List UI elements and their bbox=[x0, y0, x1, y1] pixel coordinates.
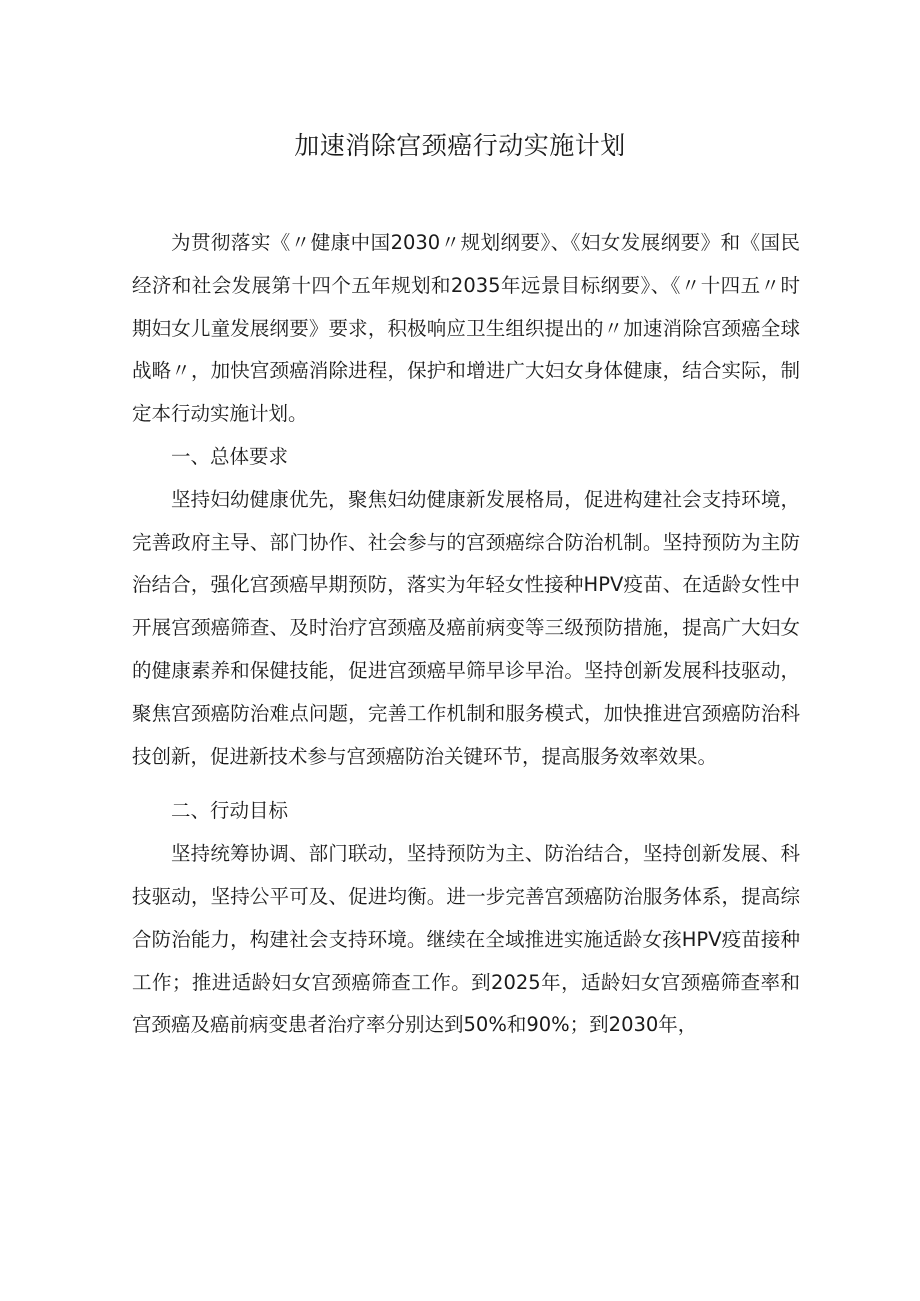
document-title: 加速消除宫颈癌行动实施计划 bbox=[294, 131, 626, 160]
section-heading-action-goals: 二、行动目标 bbox=[171, 799, 289, 823]
section-paragraph-general-requirements: 坚持妇幼健康优先，聚焦妇幼健康新发展格局，促进构建社会支持环境，完善政府主导、部门协作、社会参与的宫颈癌综合防治机制。坚持预防为主防治结合，强化宫颈癌早期预防，落实为年轻女性接种HPV疫苗、在适龄女性中开展宫颈癌筛查、及时治疗宫颈癌及癌前病变等三级预防措施，提高广大妇女的健康素养和保健技能，促进宫颈癌早筛早诊早治。坚持创新发展科技驱动，聚焦宫颈癌防治难点问题，完善工作机制和服务模式，加快推进宫颈癌防治科技创新，促进新技术参与宫颈癌防治关键环节，提高服务效率效果。 bbox=[132, 487, 800, 768]
document-body bbox=[132, 222, 800, 1047]
section-paragraph-action-goals: 坚持统筹协调、部门联动，坚持预防为主、防治结合，坚持创新发展、科技驱动，坚持公平可及、促进均衡。进一步完善宫颈癌防治服务体系，提高综合防治能力，构建社会支持环境。继续在全域推进实施适龄女孩HPV疫苗接种工作；推进适龄妇女宫颈癌筛查工作。到2025年，适龄妇女宫颈癌筛查率和宫颈癌及癌前病变患者治疗率分别达到50%和90%；到2030年， bbox=[132, 842, 800, 1037]
section-heading-general-requirements: 一、总体要求 bbox=[171, 444, 289, 468]
intro-paragraph: 为贯彻落实《〃健康中国2030〃规划纲要》、《妇女发展纲要》和《国民经济和社会发展第十四个五年规划和2035年远景目标纲要》、《〃十四五〃时期妇女儿童发展纲要》要求，积极响应卫生组织提出的〃加速消除宫颈癌全球战略〃，加快宫颈癌消除进程，保护和增进广大妇女身体健康，结合实际，制定本行动实施计划。 bbox=[132, 231, 800, 426]
